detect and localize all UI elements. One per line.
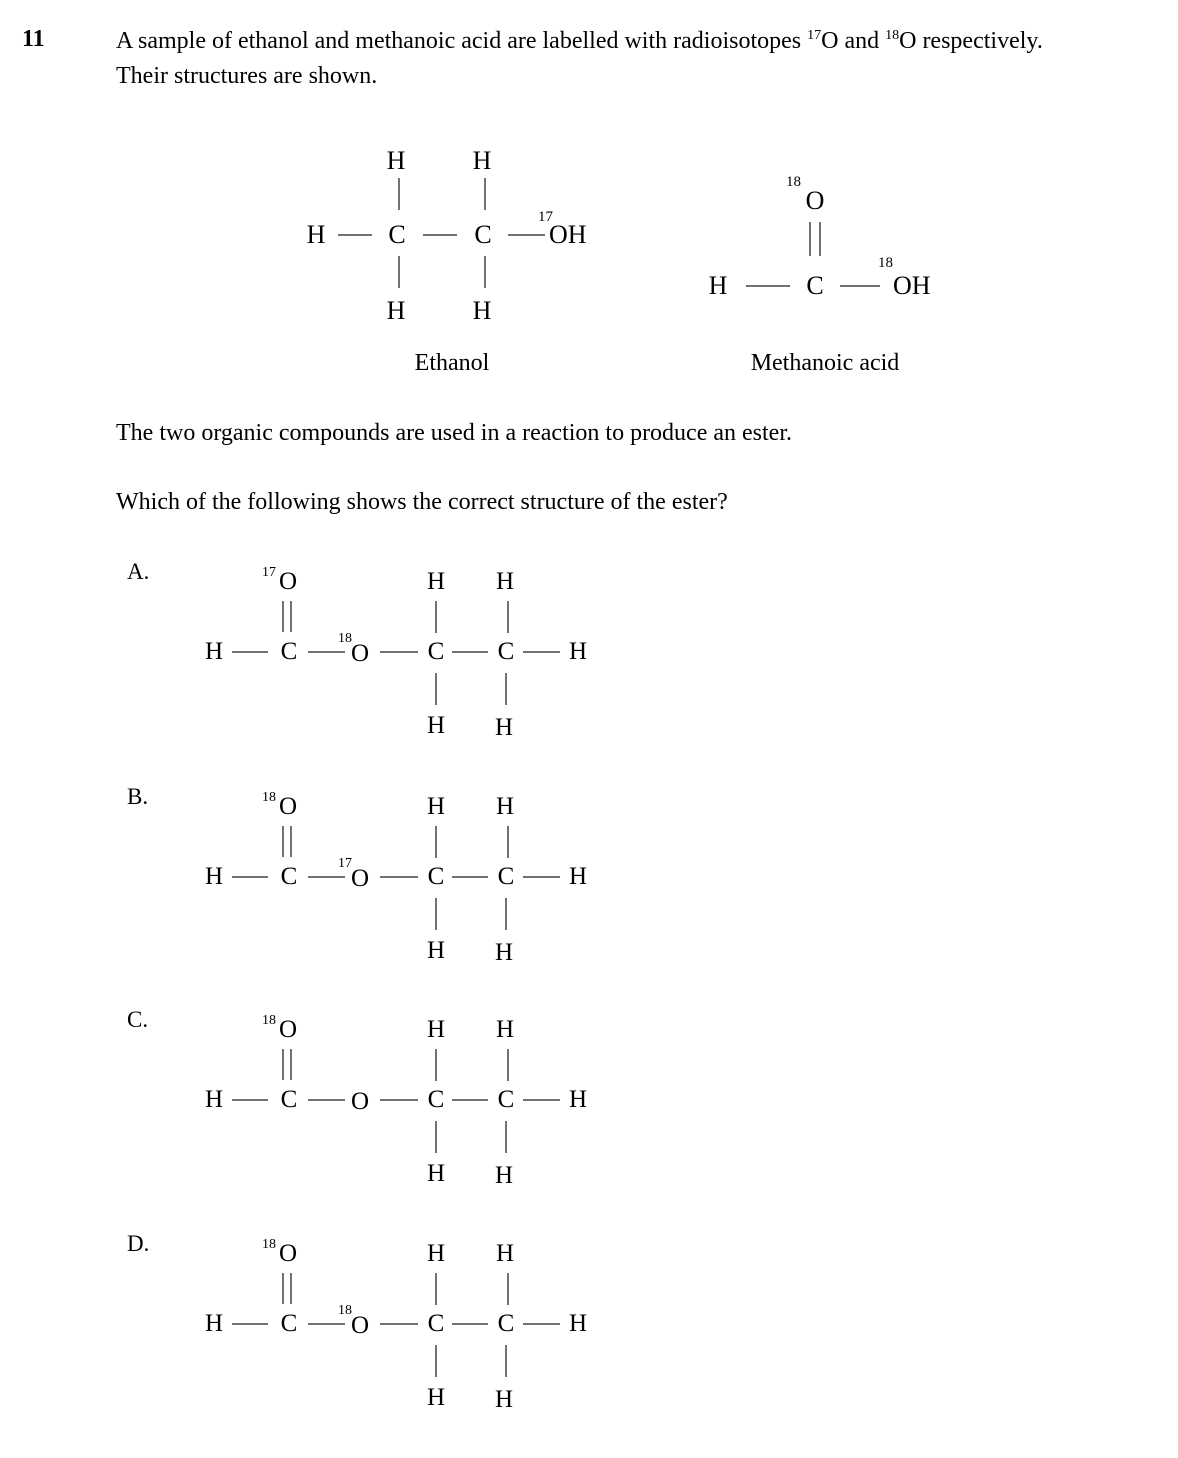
option-label[interactable]: D. [127,1231,150,1256]
option-label[interactable]: A. [127,559,150,584]
methanoic-acid-caption: Methanoic acid [750,350,900,376]
atom-c: C [497,1310,515,1337]
atom-h: H [494,714,514,741]
hydroxyl-group: OH [893,271,931,300]
atom-o: O [278,1240,298,1267]
isotope-label: 18 [878,255,893,271]
ester-structure-option[interactable] [0,1227,1178,1427]
atom-h: H [426,568,446,595]
atom-h: H [568,863,588,890]
atom-o: O [350,865,370,892]
atom-o: O [350,640,370,667]
ester-structure-option[interactable] [0,780,1178,980]
atom-h: H [386,146,406,175]
hydroxyl-group: OH [549,220,587,249]
stem-text: A sample of ethanol and methanoic acid are labelled with radioisotopes [116,28,808,54]
atom-c: C [806,271,824,300]
isotope-label: 18 [786,174,801,190]
isotope-label: 17 [338,856,352,871]
atom-h: H [568,1310,588,1337]
atom-o: O [350,1312,370,1339]
ethanol-caption: Ethanol [414,350,490,376]
atom-h: H [472,146,492,175]
isotope-18-symbol: O respectively. [899,28,1043,54]
question-stem-line2: Their structures are shown. [116,63,378,89]
atom-o: O [278,1016,298,1043]
atom-h: H [708,271,728,300]
atom-o: O [805,186,825,215]
atom-c: C [474,220,492,249]
atom-c: C [497,1086,515,1113]
isotope-label: 18 [338,1303,352,1318]
option-label[interactable]: C. [127,1007,149,1032]
atom-h: H [495,793,515,820]
isotope-label: 18 [262,1013,276,1028]
question-number: 11 [22,26,45,52]
atom-o: O [278,793,298,820]
question-stem-line3: The two organic compounds are used in a reaction to produce an ester. [116,420,792,446]
atom-h: H [426,1384,446,1411]
atom-h: H [494,1162,514,1189]
atom-c: C [427,863,445,890]
atom-h: H [426,1016,446,1043]
atom-h: H [426,793,446,820]
atom-h: H [494,1386,514,1413]
atom-h: H [204,638,224,665]
atom-c: C [280,863,298,890]
isotope-label: 18 [262,790,276,805]
atom-c: C [280,1310,298,1337]
question-stem-line4: Which of the following shows the correct structure of the ester? [116,489,728,515]
isotope-label: 18 [262,1237,276,1252]
isotope-label: 18 [338,631,352,646]
atom-h: H [495,568,515,595]
atom-c: C [280,1086,298,1113]
atom-h: H [204,1310,224,1337]
ester-structure-option[interactable] [0,555,1178,755]
isotope-17-mass: 17 [807,28,822,43]
atom-c: C [427,1310,445,1337]
methanoic-acid-structure [709,174,931,376]
atom-o: O [350,1088,370,1115]
isotope-18-mass: 18 [885,28,900,43]
ester-structure-option[interactable] [0,1003,1178,1203]
atom-h: H [306,220,326,249]
atom-o: O [278,568,298,595]
isotope-17-symbol: O and [821,28,886,54]
atom-h: H [568,1086,588,1113]
atom-h: H [472,296,492,325]
atom-c: C [427,1086,445,1113]
atom-c: C [497,638,515,665]
atom-h: H [426,937,446,964]
question-stem-line1 [116,24,1043,58]
atom-c: C [427,638,445,665]
atom-c: C [497,863,515,890]
atom-h: H [204,863,224,890]
isotope-label: 17 [538,209,553,225]
atom-c: C [280,638,298,665]
option-label[interactable]: B. [127,784,149,809]
atom-h: H [568,638,588,665]
atom-h: H [494,939,514,966]
structures-figure [0,130,1178,390]
atom-h: H [495,1016,515,1043]
atom-h: H [495,1240,515,1267]
atom-h: H [204,1086,224,1113]
ethanol-structure [307,146,587,376]
atom-h: H [386,296,406,325]
atom-h: H [426,712,446,739]
atom-h: H [426,1240,446,1267]
atom-c: C [388,220,406,249]
isotope-label: 17 [262,565,276,580]
atom-h: H [426,1160,446,1187]
